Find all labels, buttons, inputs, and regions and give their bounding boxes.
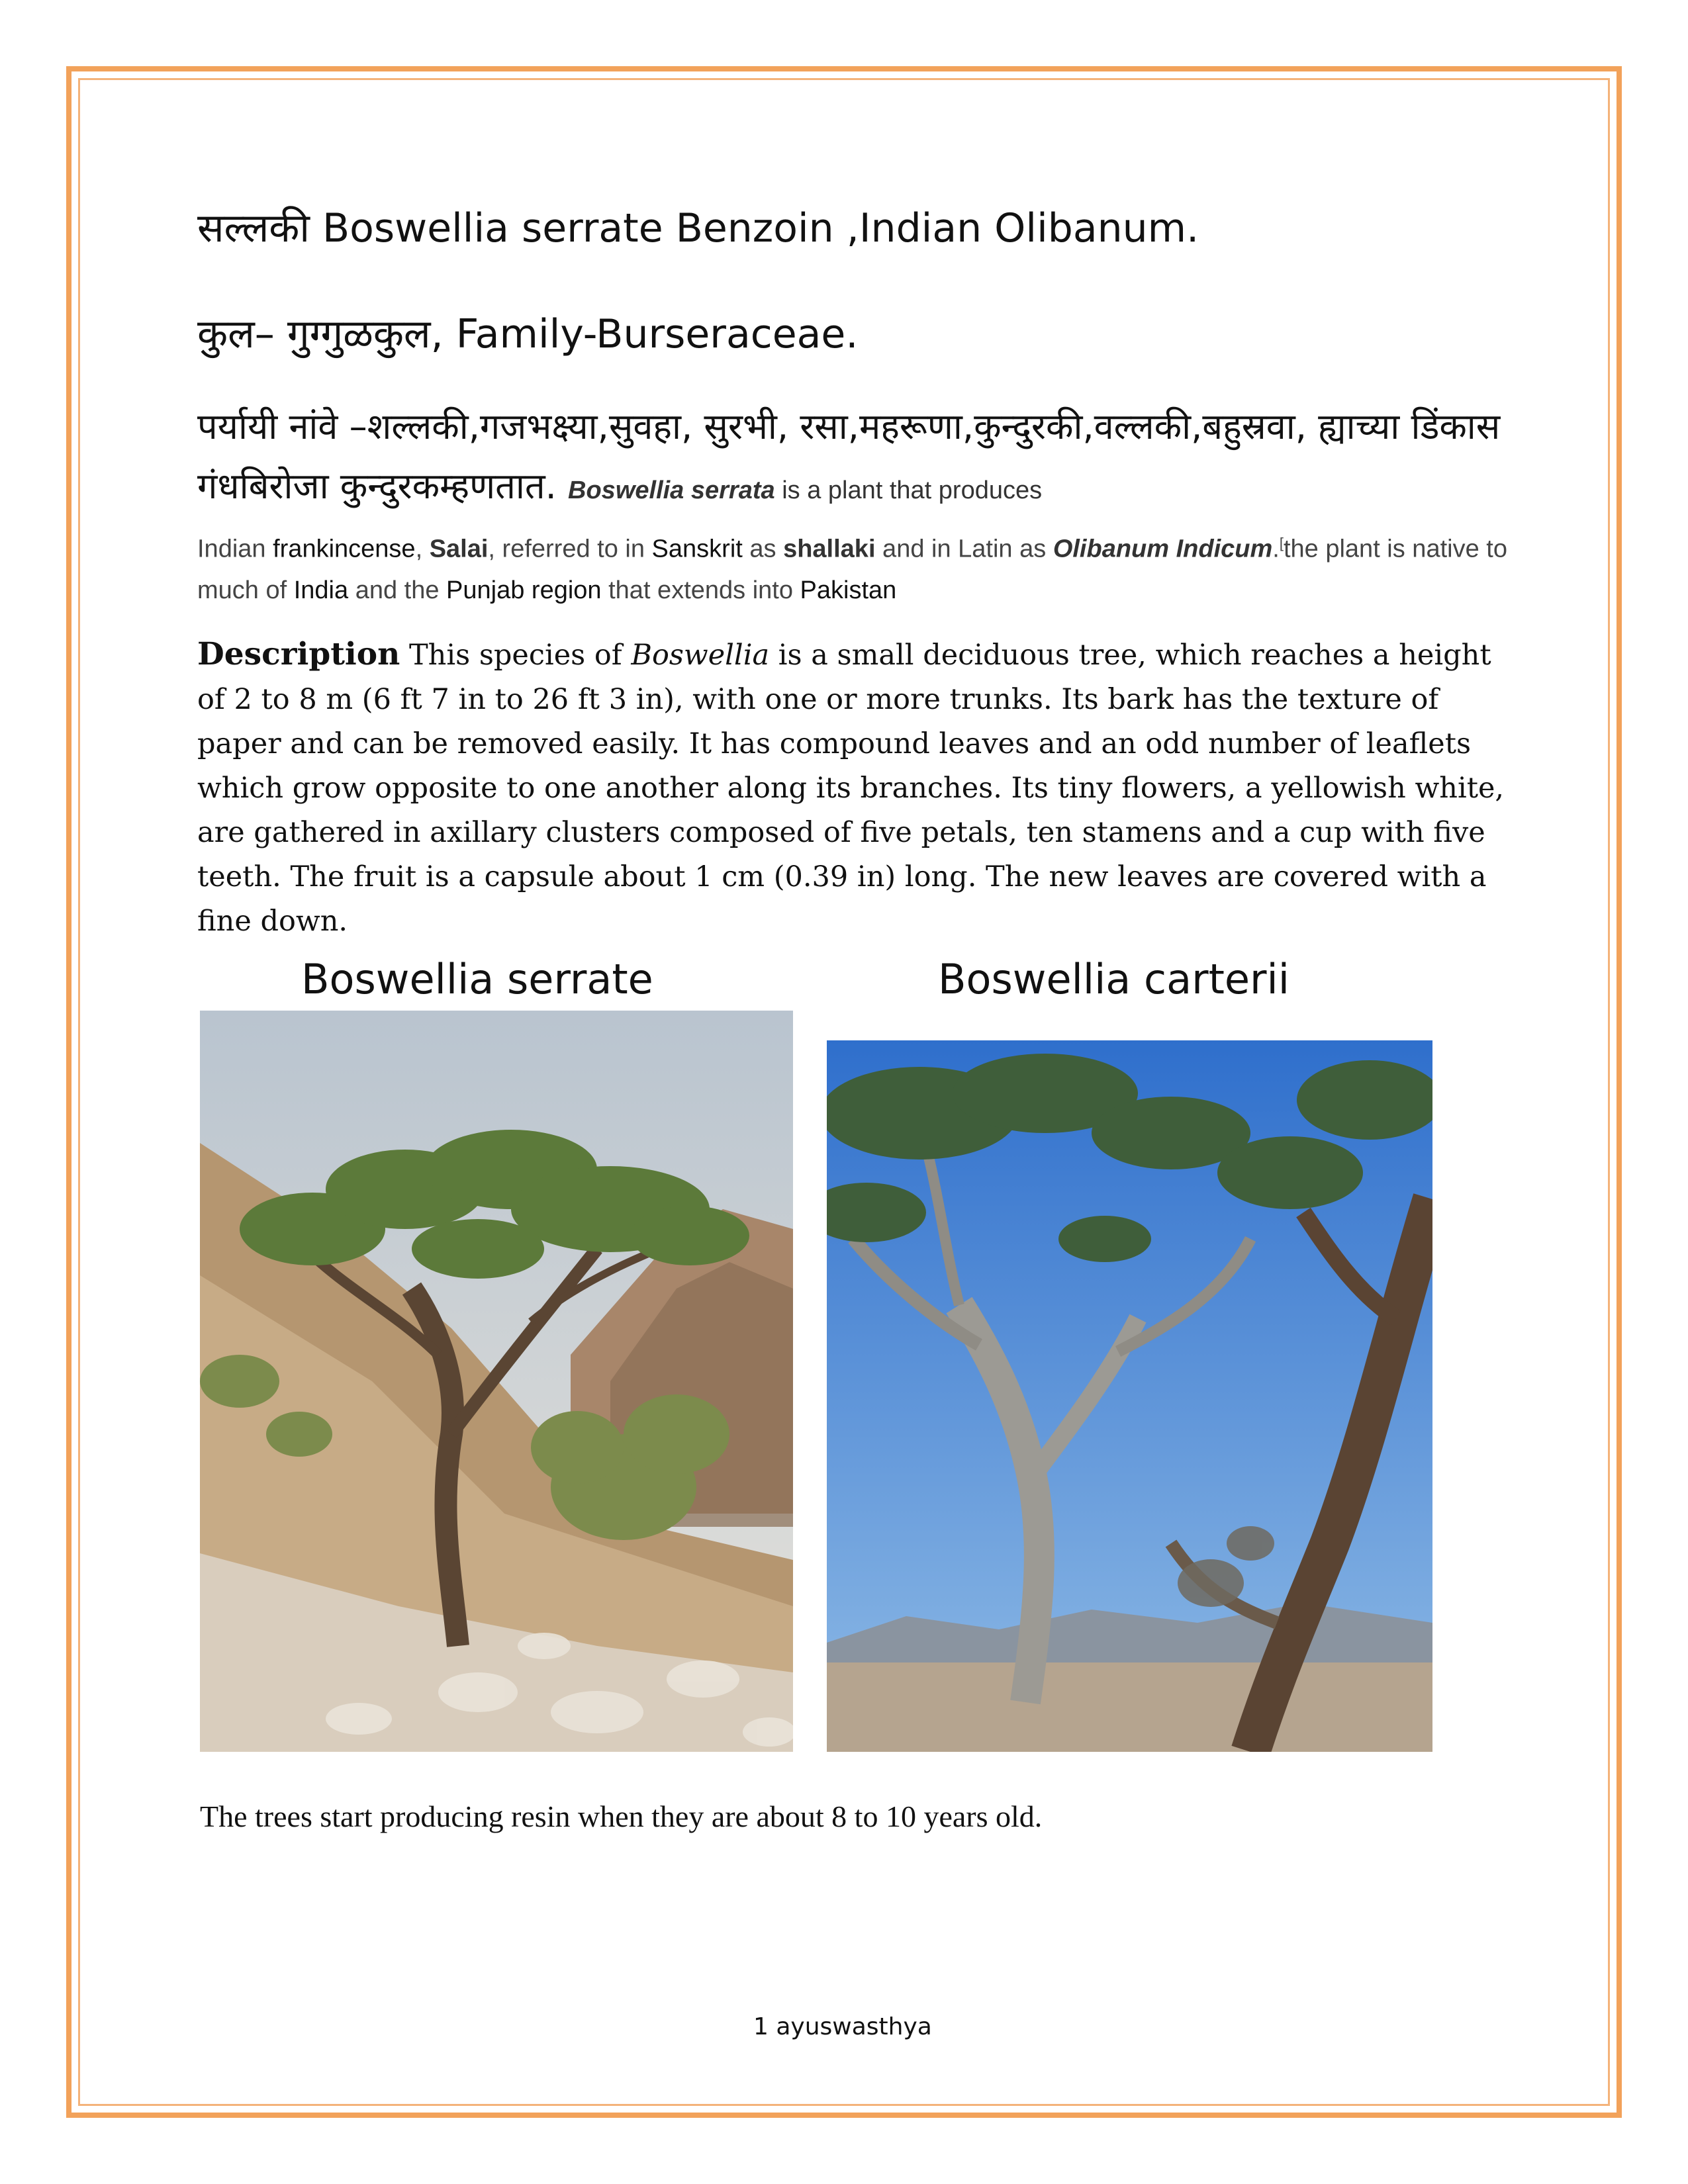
latin-name: Boswellia serrata xyxy=(568,477,775,504)
genus-name: Boswellia xyxy=(631,639,770,672)
description-text: This species of xyxy=(400,639,632,672)
link-india[interactable]: India xyxy=(293,576,349,604)
intro-text: , xyxy=(415,535,430,563)
tree-against-sky-illustration xyxy=(827,1040,1432,1752)
boswellia-carterii-photo xyxy=(827,1040,1432,1752)
reference-mark[interactable]: [ xyxy=(1279,535,1284,551)
term-shallaki: shallaki xyxy=(783,535,876,563)
synonyms-tail: is a plant that produces xyxy=(774,477,1043,504)
intro-paragraph xyxy=(197,523,1521,611)
boswellia-serrate-photo xyxy=(200,1011,793,1752)
figure-caption-right: Boswellia carterii xyxy=(938,955,1289,1003)
intro-text: and the xyxy=(348,576,447,604)
link-punjab[interactable]: Punjab region xyxy=(446,576,602,604)
intro-text: and in Latin as xyxy=(875,535,1053,563)
term-salai: Salai xyxy=(429,535,489,563)
intro-text: . xyxy=(1272,535,1280,563)
tree-on-hillside-illustration xyxy=(200,1011,793,1752)
page-footer: 1 ayuswasthya xyxy=(753,2013,932,2040)
resin-note: The trees start producing resin when they are about 8 to 10 years old. xyxy=(200,1799,1043,1833)
figure-caption-left: Boswellia serrate xyxy=(301,955,653,1003)
link-pakistan[interactable]: Pakistan xyxy=(800,576,897,604)
description-heading: Description xyxy=(197,636,400,672)
link-sanskrit[interactable]: Sanskrit xyxy=(651,535,743,563)
synonyms-paragraph xyxy=(197,397,1515,520)
page-title: सल्लकी Boswellia serrate Benzoin ,Indian Olibanum. xyxy=(197,205,1199,251)
link-frankincense[interactable]: frankincense xyxy=(273,535,416,563)
term-olibanum: Olibanum Indicum xyxy=(1053,535,1273,563)
intro-text: as xyxy=(742,535,784,563)
description-paragraph xyxy=(197,632,1515,944)
family-line: कुल– गुग्गुळकुल, Family-Burseraceae. xyxy=(197,311,859,357)
description-text: is a small deciduous tree, which reaches a height of 2 to 8 m (6 ft 7 in to 26 ft 3 in), with one or more trunks. Its bark has the texture of paper and can be removed easily. It has compound leaves and an odd number of leaflets which grow opposite to one another along its branches. Its tiny flowers, a yellowish white, are gathered in axillary clusters composed of five petals, ten stamens and a cup with five teeth. The fruit is a capsule about 1 cm (0.39 in) long. The new leaves are covered with a fine down. xyxy=(197,639,1505,938)
intro-text: that extends into xyxy=(601,576,800,604)
synonyms-text: पर्यायी नांवे –शल्लकी,गजभक्ष्या,सुवहा, सुरभी, रसा,महरूणा,कुन्दुरकी,वल्लकी,बहुस्रवा, ह्याच्या डिंकास गंधबिरोजा कुन्दुरकम्हणतात. xyxy=(197,406,1501,507)
intro-text: the plant is native to much of xyxy=(197,535,1507,604)
intro-text: Indian xyxy=(197,535,273,563)
intro-text: , referred to in xyxy=(488,535,652,563)
